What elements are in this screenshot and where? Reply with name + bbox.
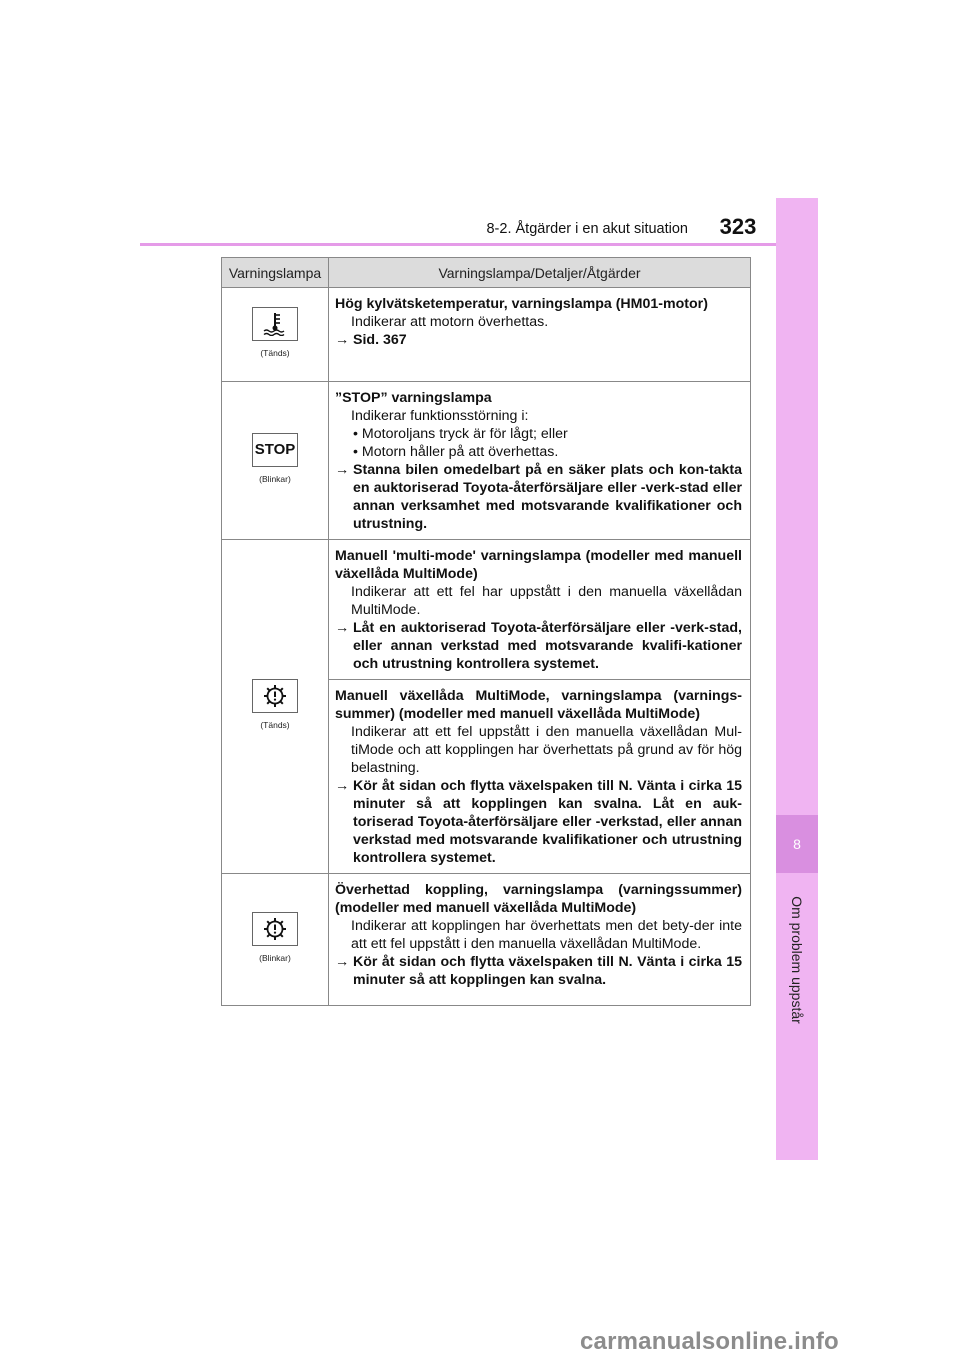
page-number: 323 bbox=[719, 214, 757, 239]
warning-title: ”STOP” varningslampa bbox=[335, 390, 492, 406]
lamp-cell bbox=[222, 874, 329, 1006]
stop-icon: STOP bbox=[252, 433, 298, 467]
lamp-cell bbox=[222, 288, 329, 382]
page-reference-link[interactable]: Sid. 367 bbox=[353, 332, 407, 348]
chapter-label: Om problem uppstår bbox=[789, 896, 805, 1024]
chapter-number: 8 bbox=[776, 815, 818, 873]
site-watermark: carmanualsonline.info bbox=[580, 1328, 839, 1355]
warning-description: Indikerar att ett fel uppstått i den manuella växellådan Mul-tiMode och att kopplingen har överhettats på grund av för hög belastning. bbox=[351, 724, 742, 776]
warning-title: Överhettad koppling, varningslampa (varningssummer) (modeller med manuell växellåda MultiMode) bbox=[335, 882, 742, 916]
warning-description: Indikerar att ett fel har uppstått i den manuella växellådan MultiMode. bbox=[351, 584, 742, 618]
coolant-temperature-icon bbox=[252, 307, 298, 341]
lamp-cell bbox=[222, 382, 329, 540]
warning-description: Indikerar att motorn överhettas. bbox=[351, 314, 549, 330]
arrow-icon: → bbox=[335, 778, 350, 794]
details-cell bbox=[329, 874, 751, 1006]
header-divider bbox=[140, 243, 790, 246]
lamp-state: (Blinkar) bbox=[259, 953, 291, 963]
arrow-icon: → bbox=[335, 954, 350, 970]
arrow-icon: → bbox=[335, 462, 350, 478]
warning-description: Indikerar att kopplingen har överhettats men det bety-der inte att ett fel uppstått i den manuella växellådan MultiMode. bbox=[351, 918, 742, 952]
warning-action: → Stanna bilen omedelbart på en säker plats och kon-takta en auktoriserad Toyota-återförsäljare eller -verk-stad eller annan verksamhet med motsvarande kvalifikationer och utrustning. bbox=[335, 462, 742, 532]
column-header-details: Varningslampa/Detaljer/Åtgärder bbox=[329, 258, 751, 288]
warning-lamp-table bbox=[221, 257, 751, 1006]
details-cell bbox=[329, 680, 751, 874]
warning-action bbox=[335, 331, 742, 349]
warning-action: → Kör åt sidan och flytta växelspaken till N. Vänta i cirka 15 minuter så att kopplingen kan svalna. bbox=[335, 954, 742, 988]
section-title: 8-2. Åtgärder i en akut situation bbox=[486, 221, 688, 237]
details-cell bbox=[329, 382, 751, 540]
arrow-icon: → bbox=[335, 620, 350, 636]
details-cell bbox=[329, 288, 751, 382]
lamp-state: (Blinkar) bbox=[259, 474, 291, 484]
table-row bbox=[222, 874, 751, 1006]
lamp-state: (Tänds) bbox=[260, 348, 290, 358]
warning-description: Indikerar funktionsstörning i: bbox=[351, 408, 529, 424]
details-cell bbox=[329, 540, 751, 680]
list-item: • Motoroljans tryck är för lågt; eller bbox=[353, 426, 568, 442]
warning-title: Manuell växellåda MultiMode, varningslampa (varnings-summer) (modeller med manuell växellåda MultiMode) bbox=[335, 688, 742, 722]
arrow-icon: → bbox=[335, 332, 350, 348]
table-row bbox=[222, 540, 751, 680]
lamp-state: (Tänds) bbox=[260, 720, 290, 730]
gear-warning-icon bbox=[252, 912, 298, 946]
column-header-lamp: Varningslampa bbox=[222, 258, 329, 288]
warning-action: → Kör åt sidan och flytta växelspaken till N. Vänta i cirka 15 minuter så att kopplingen kan svalna. Låt en auk-toriserad Toyota-återförsäljare eller -verkstad, eller annan verkstad med motsvarande kvalifikationer och utrustning kontrollera systemet. bbox=[335, 778, 742, 866]
warning-title: Hög kylvätsketemperatur, varningslampa (HM01-motor) bbox=[335, 296, 708, 312]
warning-action: → Låt en auktoriserad Toyota-återförsäljare eller -verk-stad, eller annan verkstad med motsvarande kvalifi-kationer och utrustning kontrollera systemet. bbox=[335, 620, 742, 672]
table-row bbox=[222, 382, 751, 540]
table-row bbox=[222, 288, 751, 382]
gear-warning-icon bbox=[252, 679, 298, 713]
warning-title: Manuell 'multi-mode' varningslampa (modeller med manuell växellåda MultiMode) bbox=[335, 548, 742, 582]
list-item: • Motorn håller på att överhettas. bbox=[353, 444, 559, 460]
lamp-cell bbox=[222, 540, 329, 874]
table-header-row bbox=[222, 258, 751, 288]
